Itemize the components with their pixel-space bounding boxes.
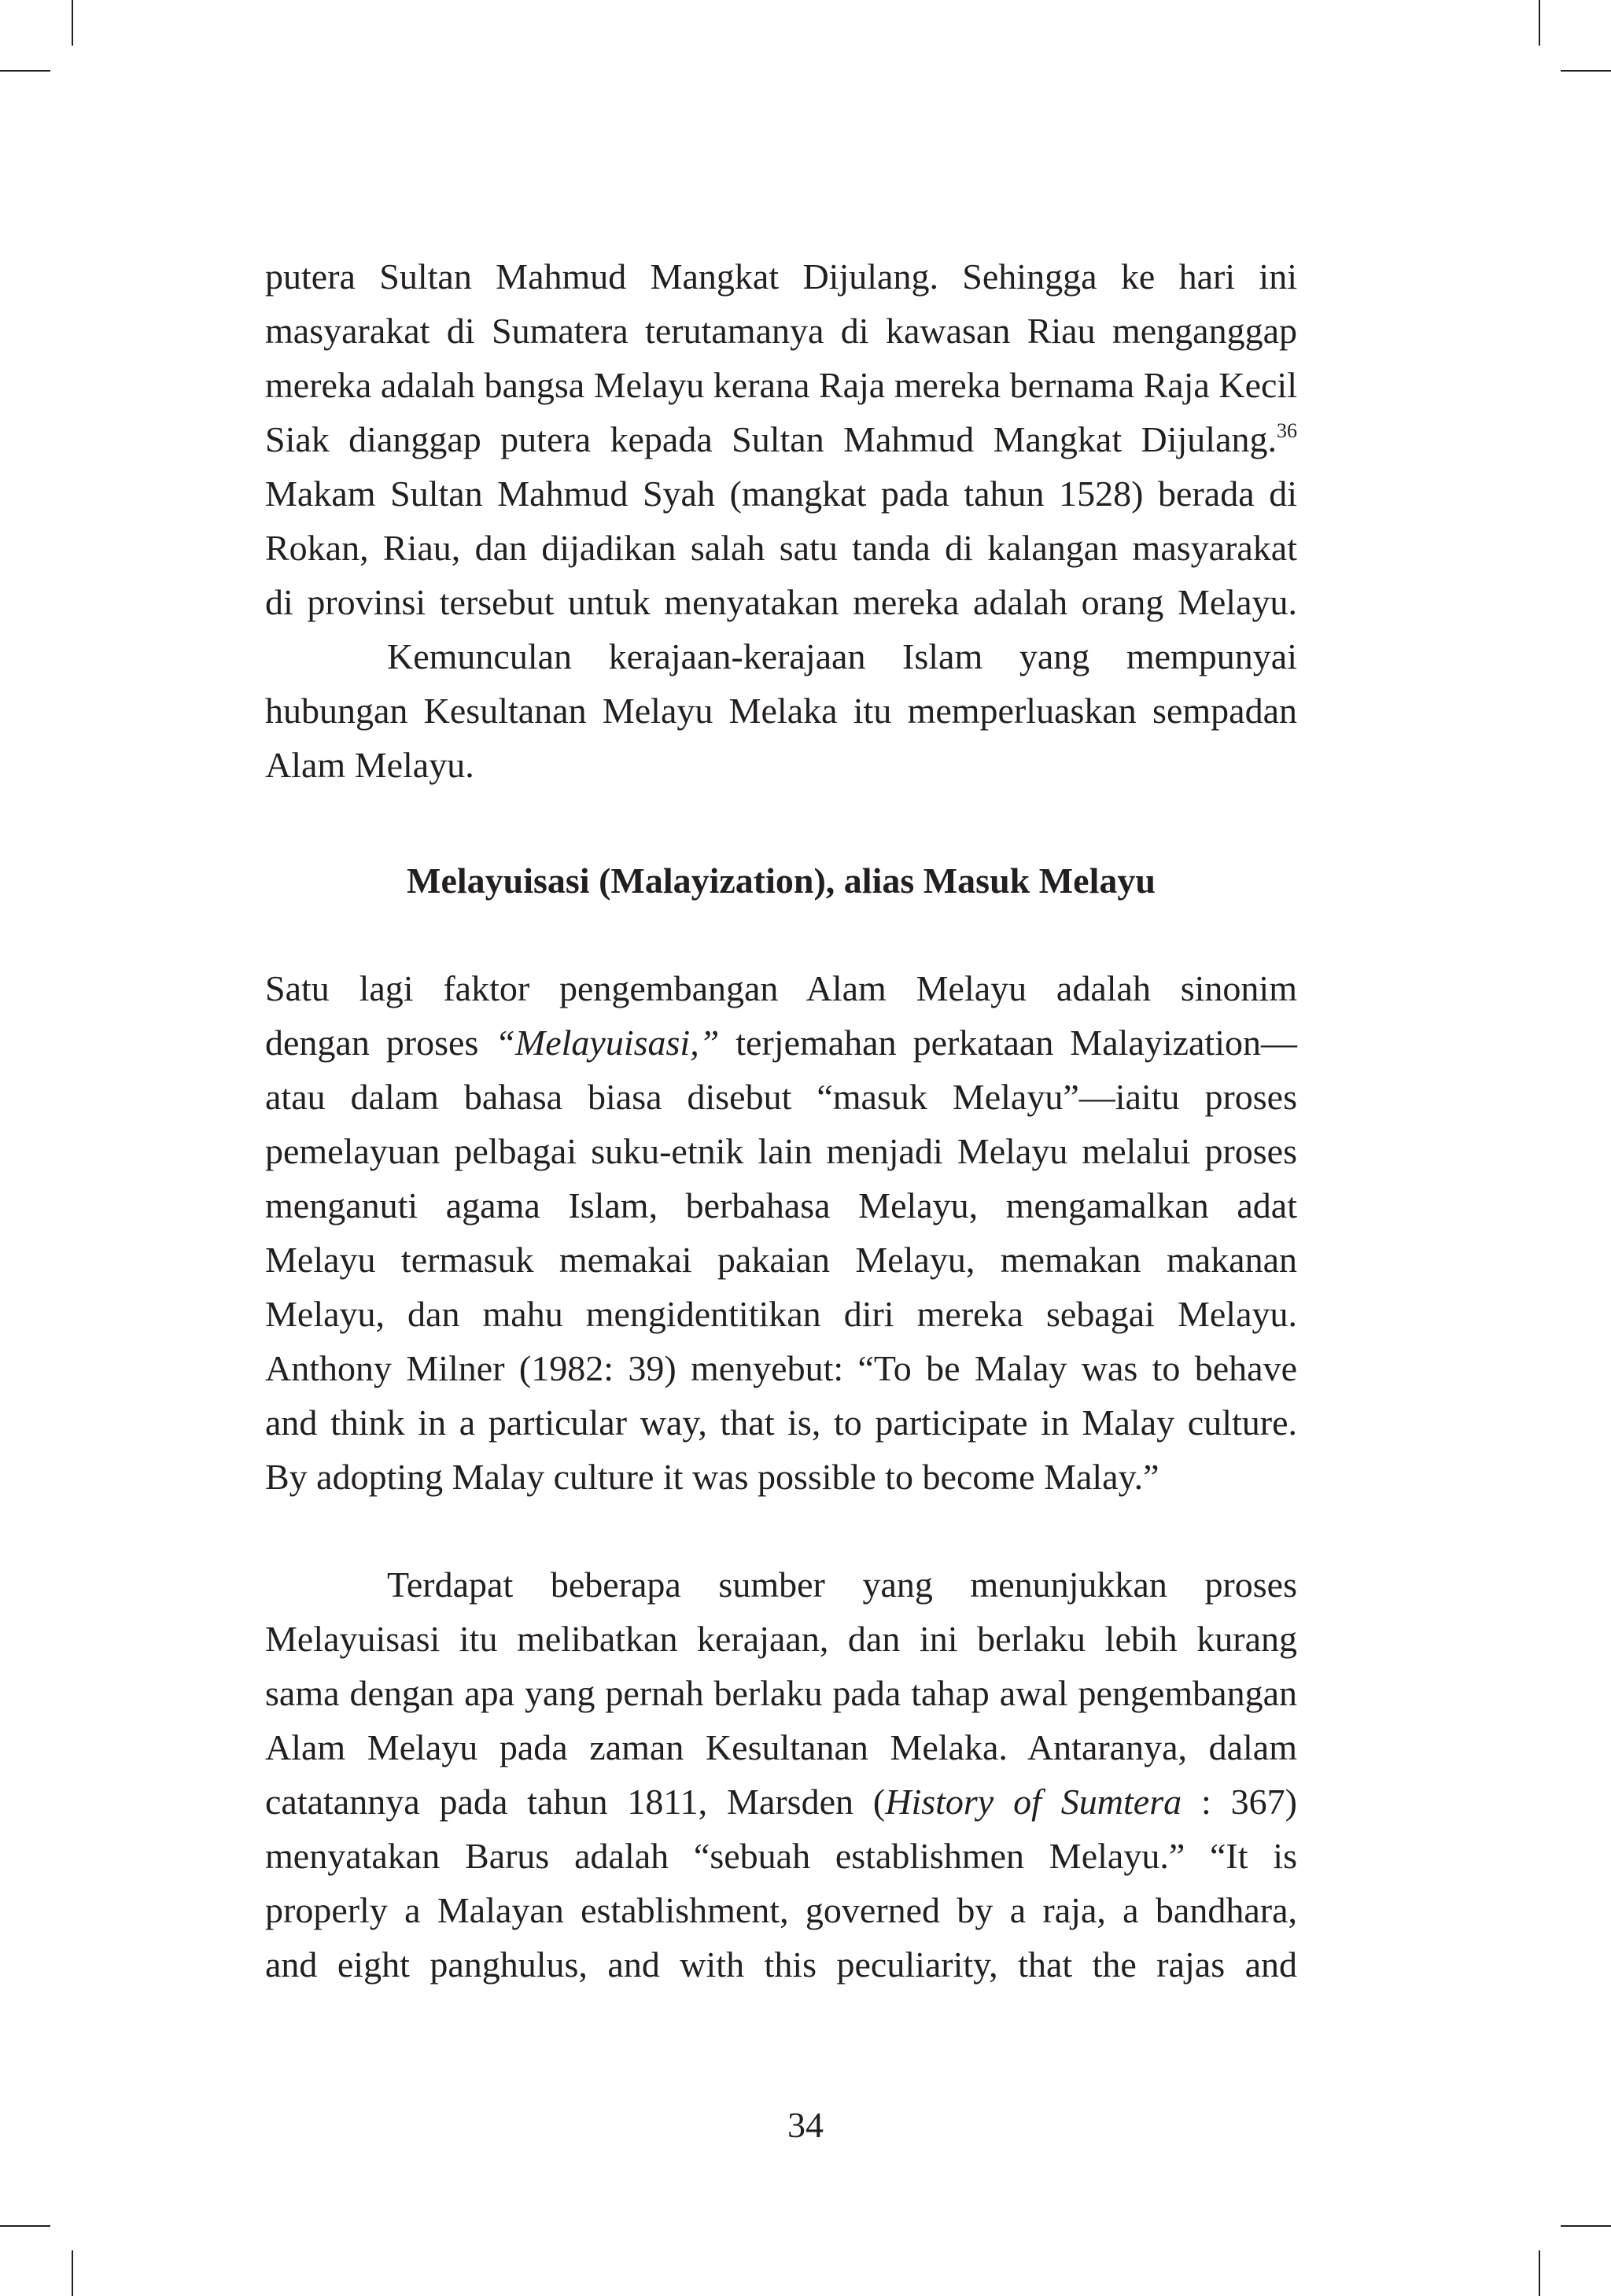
text-line: di provinsi tersebut untuk menyatakan mereka adalah orang Melayu. bbox=[265, 582, 1297, 622]
text-line: hubungan Kesultanan Melayu Melaka itu memperluaskan sempadan bbox=[265, 691, 1297, 731]
text-line: Kemunculan kerajaan-kerajaan Islam yang mempunyai bbox=[387, 636, 1297, 676]
text-line: Makam Sultan Mahmud Syah (mangkat pada tahun 1528) berada di bbox=[265, 474, 1297, 514]
text-span: : 367) bbox=[1182, 1782, 1297, 1822]
crop-mark-top-right-vertical bbox=[1539, 0, 1540, 46]
text-line: Melayu termasuk memakai pakaian Melayu, memakan makanan bbox=[265, 1240, 1297, 1280]
text-line: pemelayuan pelbagai suku-etnik lain menjadi Melayu melalui proses bbox=[265, 1131, 1297, 1171]
text-line bbox=[265, 413, 1297, 466]
text-line: and think in a particular way, that is, to participate in Malay culture. bbox=[265, 1402, 1297, 1443]
text-line: Terdapat beberapa sumber yang menunjukkan proses bbox=[387, 1564, 1297, 1605]
crop-mark-bottom-right-horizontal bbox=[1561, 2225, 1611, 2227]
text-line bbox=[265, 1775, 1297, 1829]
crop-mark-bottom-right-vertical bbox=[1539, 2250, 1540, 2296]
crop-mark-top-left-horizontal bbox=[0, 70, 50, 72]
text-span: terjemahan perkataan Malayization— bbox=[719, 1023, 1297, 1063]
text-line: menganuti agama Islam, berbahasa Melayu, mengamalkan adat bbox=[265, 1185, 1297, 1225]
crop-mark-top-left-vertical bbox=[72, 0, 73, 46]
text-line: and eight panghulus, and with this peculiarity, that the rajas and bbox=[265, 1944, 1297, 1985]
text-line: Satu lagi faktor pengembangan Alam Melayu adalah sinonim bbox=[265, 968, 1297, 1008]
footnote-reference: 36 bbox=[1277, 419, 1297, 442]
crop-mark-bottom-left-horizontal bbox=[0, 2225, 50, 2227]
text-line: Alam Melayu. bbox=[265, 745, 474, 785]
text-line: Melayu, dan mahu mengidentitikan diri mereka sebagai Melayu. bbox=[265, 1294, 1297, 1334]
section-heading: Melayuisasi (Malayization), alias Masuk Melayu bbox=[407, 861, 1156, 901]
text-line: Melayuisasi itu melibatkan kerajaan, dan ini berlaku lebih kurang bbox=[265, 1619, 1297, 1659]
text-span: Siak dianggap putera kepada Sultan Mahmud Mangkat Dijulang. bbox=[265, 419, 1277, 459]
text-span: dengan proses bbox=[265, 1023, 496, 1063]
text-line: Rokan, Riau, dan dijadikan salah satu tanda di kalangan masyarakat bbox=[265, 528, 1297, 568]
text-line: putera Sultan Mahmud Mangkat Dijulang. Sehingga ke hari ini bbox=[265, 256, 1297, 297]
text-line: sama dengan apa yang pernah berlaku pada tahap awal pengembangan bbox=[265, 1673, 1297, 1713]
text-line: Anthony Milner (1982: 39) menyebut: “To be Malay was to behave bbox=[265, 1348, 1297, 1388]
text-line: masyarakat di Sumatera terutamanya di kawasan Riau menganggap bbox=[265, 311, 1297, 351]
italic-title: History of Sumtera bbox=[885, 1782, 1182, 1822]
text-line: properly a Malayan establishment, governed by a raja, a bandhara, bbox=[265, 1890, 1297, 1930]
crop-mark-top-right-horizontal bbox=[1561, 70, 1611, 72]
text-line: mereka adalah bangsa Melayu kerana Raja mereka bernama Raja Kecil bbox=[265, 365, 1297, 405]
text-line: atau dalam bahasa biasa disebut “masuk Melayu”—iaitu proses bbox=[265, 1077, 1297, 1117]
text-line: menyatakan Barus adalah “sebuah establishmen Melayu.” “It is bbox=[265, 1836, 1297, 1876]
text-span: catatannya pada tahun 1811, Marsden ( bbox=[265, 1782, 886, 1822]
text-line bbox=[265, 1016, 1297, 1070]
text-line: By adopting Malay culture it was possible to become Malay.” bbox=[265, 1457, 1159, 1497]
crop-mark-bottom-left-vertical bbox=[72, 2250, 73, 2296]
text-line: Alam Melayu pada zaman Kesultanan Melaka. Antaranya, dalam bbox=[265, 1727, 1297, 1767]
italic-term: “Melayuisasi,” bbox=[495, 1023, 720, 1063]
page-number: 34 bbox=[787, 2105, 824, 2145]
